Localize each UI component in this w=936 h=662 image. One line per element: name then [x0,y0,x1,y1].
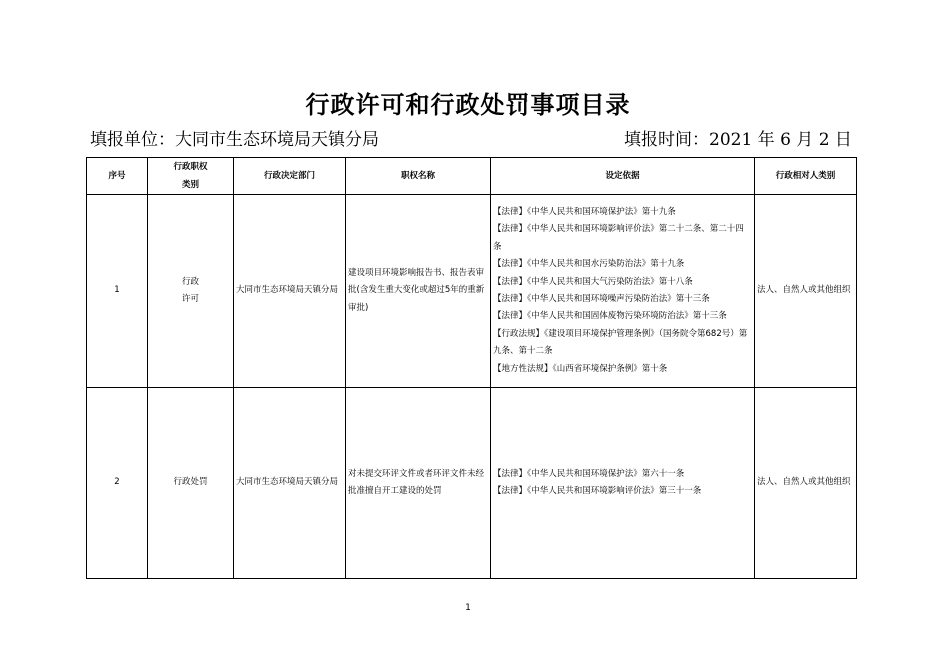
reporting-date: 填报时间：2021 年 6 月 2 日 [624,130,852,150]
cell-name: 对未提交环评文件或者环评文件未经批准擅自开工建设的处罚 [346,388,491,579]
basis-item: 【行政法规】《建设项目环境保护管理条例》（国务院令第682号）第九条、第十二条 [493,328,748,357]
cell-seq: 1 [87,195,148,388]
header-category-line2: 类别 [181,180,199,190]
cell-basis [491,388,755,579]
cell-category: 行政处罚 [148,388,234,579]
catalog-table [86,157,857,579]
page-title: 行政许可和行政处罚事项目录 [305,90,631,119]
header-department: 行政决定部门 [234,158,346,195]
cell-category-line2: 许可 [181,294,199,304]
cell-seq: 2 [87,388,148,579]
table-row [87,388,857,579]
cell-department: 大同市生态环境局天镇分局 [234,195,346,388]
cell-category [148,195,234,388]
basis-item: 【地方性法规】《山西省环境保护条例》第十条 [493,363,668,374]
header-category [148,158,234,195]
basis-item: 【法律】《中华人民共和国环境噪声污染防治法》第十三条 [493,294,710,304]
basis-item: 【法律】《中华人民共和国水污染防治法》第十九条 [493,259,685,270]
table-row [87,195,857,388]
cell-category-line1: 行政 [181,276,199,287]
header-name: 职权名称 [346,158,491,195]
basis-item: 【法律】《中华人民共和国环境保护法》第十九条 [493,206,676,217]
cell-name: 建设项目环境影响报告书、报告表审批(含发生重大变化或超过5年的重新审批) [346,195,491,388]
page-number: 1 [465,603,471,613]
cell-department: 大同市生态环境局天镇分局 [234,388,346,579]
basis-item: 【法律】《中华人民共和国环境影响评价法》第三十一条 [493,486,702,496]
basis-item: 【法律】《中华人民共和国大气污染防治法》第十八条 [493,276,693,287]
cell-basis [491,195,755,388]
header-counterpart: 行政相对人类别 [755,158,857,195]
reporting-unit: 填报单位：大同市生态环境局天镇分局 [90,130,379,150]
header-category-line1: 行政职权 [173,162,208,172]
header-seq: 序号 [87,158,148,195]
cell-counterpart: 法人、自然人或其他组织 [755,388,857,579]
basis-item: 【法律】《中华人民共和国环境保护法》第六十一条 [493,468,685,479]
cell-counterpart: 法人、自然人或其他组织 [755,195,857,388]
table-header-row [87,158,857,195]
basis-item: 【法律】《中华人民共和国固体废物污染环境防治法》第十三条 [493,311,727,322]
basis-item: 【法律】《中华人民共和国环境影响评价法》第二十二条、第二十四条 [493,224,744,252]
header-basis: 设定依据 [491,158,755,195]
